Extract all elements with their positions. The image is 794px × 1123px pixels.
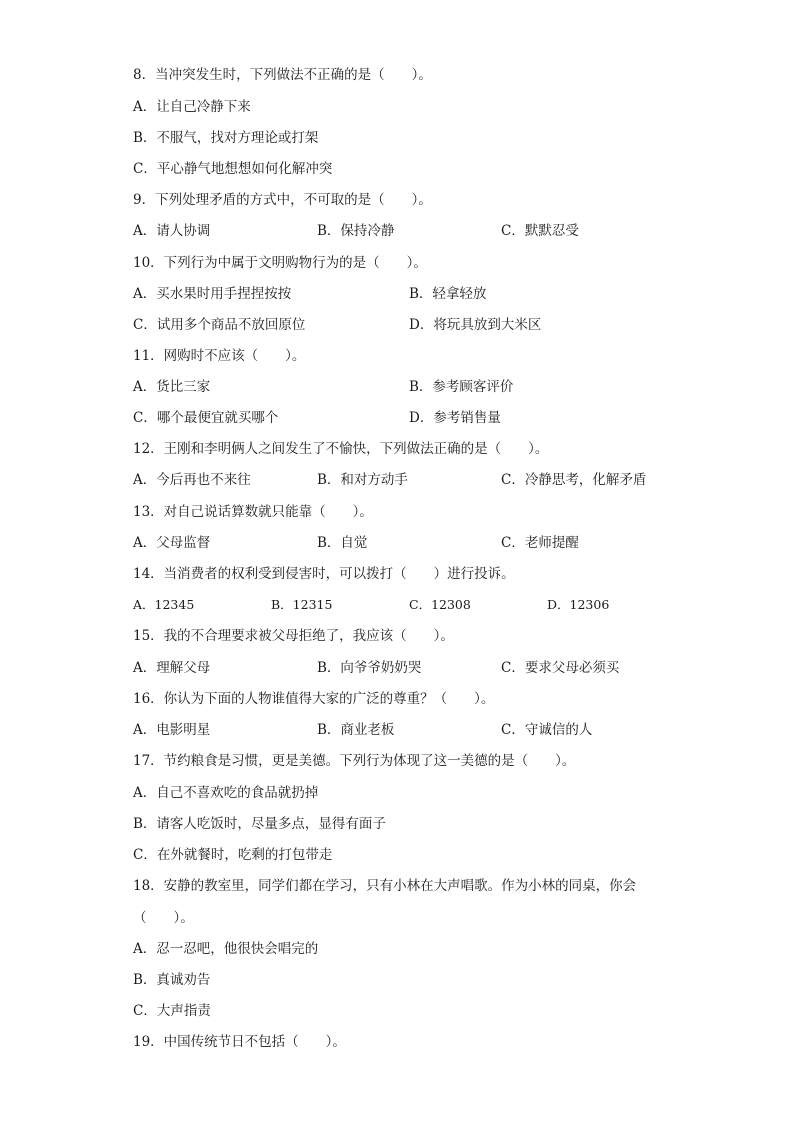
option-17a: A．自己不喜欢吃的食品就扔掉 <box>133 785 319 801</box>
option-17b: B．请客人吃饭时，尽量多点，显得有面子 <box>133 816 386 832</box>
option-14d: D．12306 <box>547 597 610 612</box>
option-18b: B．真诚劝告 <box>133 972 211 988</box>
option-18a: A．忍一忍吧，他很快会唱完的 <box>133 941 319 957</box>
option-9a: A．请人协调 <box>133 223 211 239</box>
question-stem-13: 13．对自己说话算数就只能靠（ ）。 <box>133 504 373 520</box>
option-11d: D．参考销售量 <box>409 410 501 426</box>
option-16a: A．电影明星 <box>133 722 211 738</box>
option-12a: A．今后再也不来往 <box>133 472 251 488</box>
option-13c: C．老师提醒 <box>501 535 579 551</box>
question-stem-10: 10．下列行为中属于文明购物行为的是（ ）。 <box>133 255 427 271</box>
option-16b: B．商业老板 <box>317 722 395 738</box>
option-9c: C．默默忍受 <box>501 223 579 239</box>
option-15a: A．理解父母 <box>133 660 211 676</box>
option-13a: A．父母监督 <box>133 535 211 551</box>
question-stem-11: 11．网购时不应该（ ）。 <box>133 348 306 364</box>
option-15b: B．向爷爷奶奶哭 <box>317 660 422 676</box>
option-12b: B．和对方动手 <box>317 472 408 488</box>
question-stem-18: 18．安静的教室里，同学们都在学习，只有小林在大声唱歌。作为小林的同桌，你会 <box>133 878 637 894</box>
option-10c: C．试用多个商品不放回原位 <box>133 317 306 333</box>
option-18c: C．大声指责 <box>133 1003 211 1019</box>
option-10d: D．将玩具放到大米区 <box>409 317 542 333</box>
option-15c: C．要求父母必须买 <box>501 660 620 676</box>
option-10b: B．轻拿轻放 <box>409 286 487 302</box>
option-12c: C．冷静思考，化解矛盾 <box>501 472 647 488</box>
option-10a: A．买水果时用手捏捏按按 <box>133 286 292 302</box>
question-stem-9: 9．下列处理矛盾的方式中，不可取的是（ ）。 <box>133 192 432 208</box>
option-11c: C．哪个最便宜就买哪个 <box>133 410 279 426</box>
option-11a: A．货比三家 <box>133 379 211 395</box>
option-14c: C．12308 <box>409 597 471 612</box>
question-stem-8: 8．当冲突发生时，下列做法不正确的是（ ）。 <box>133 67 432 83</box>
question-stem-15: 15．我的不合理要求被父母拒绝了，我应该（ ）。 <box>133 628 454 644</box>
option-13b: B．自觉 <box>317 535 368 551</box>
option-11b: B．参考顾客评价 <box>409 379 514 395</box>
question-stem-19: 19．中国传统节日不包括（ ）。 <box>133 1034 346 1050</box>
option-8b: B．不服气，找对方理论或打架 <box>133 130 319 146</box>
option-8c: C．平心静气地想想如何化解冲突 <box>133 161 333 177</box>
question-stem-16: 16．你认为下面的人物谁值得大家的广泛的尊重？（ ）。 <box>133 691 495 707</box>
option-9b: B．保持冷静 <box>317 223 395 239</box>
question-stem-12: 12．王刚和李明俩人之间发生了不愉快，下列做法正确的是（ ）。 <box>133 441 549 457</box>
option-14b: B．12315 <box>271 597 333 612</box>
option-16c: C．守诚信的人 <box>501 722 593 738</box>
question-stem-14: 14．当消费者的权利受到侵害时，可以拨打（ ）进行投诉。 <box>133 566 515 582</box>
option-14a: A．12345 <box>133 597 195 612</box>
question-stem-18-cont: （ ）。 <box>133 910 194 926</box>
option-17c: C．在外就餐时，吃剩的打包带走 <box>133 847 333 863</box>
option-8a: A．让自己冷静下来 <box>133 99 251 115</box>
question-stem-17: 17．节约粮食是习惯，更是美德。下列行为体现了这一美德的是（ ）。 <box>133 753 576 769</box>
